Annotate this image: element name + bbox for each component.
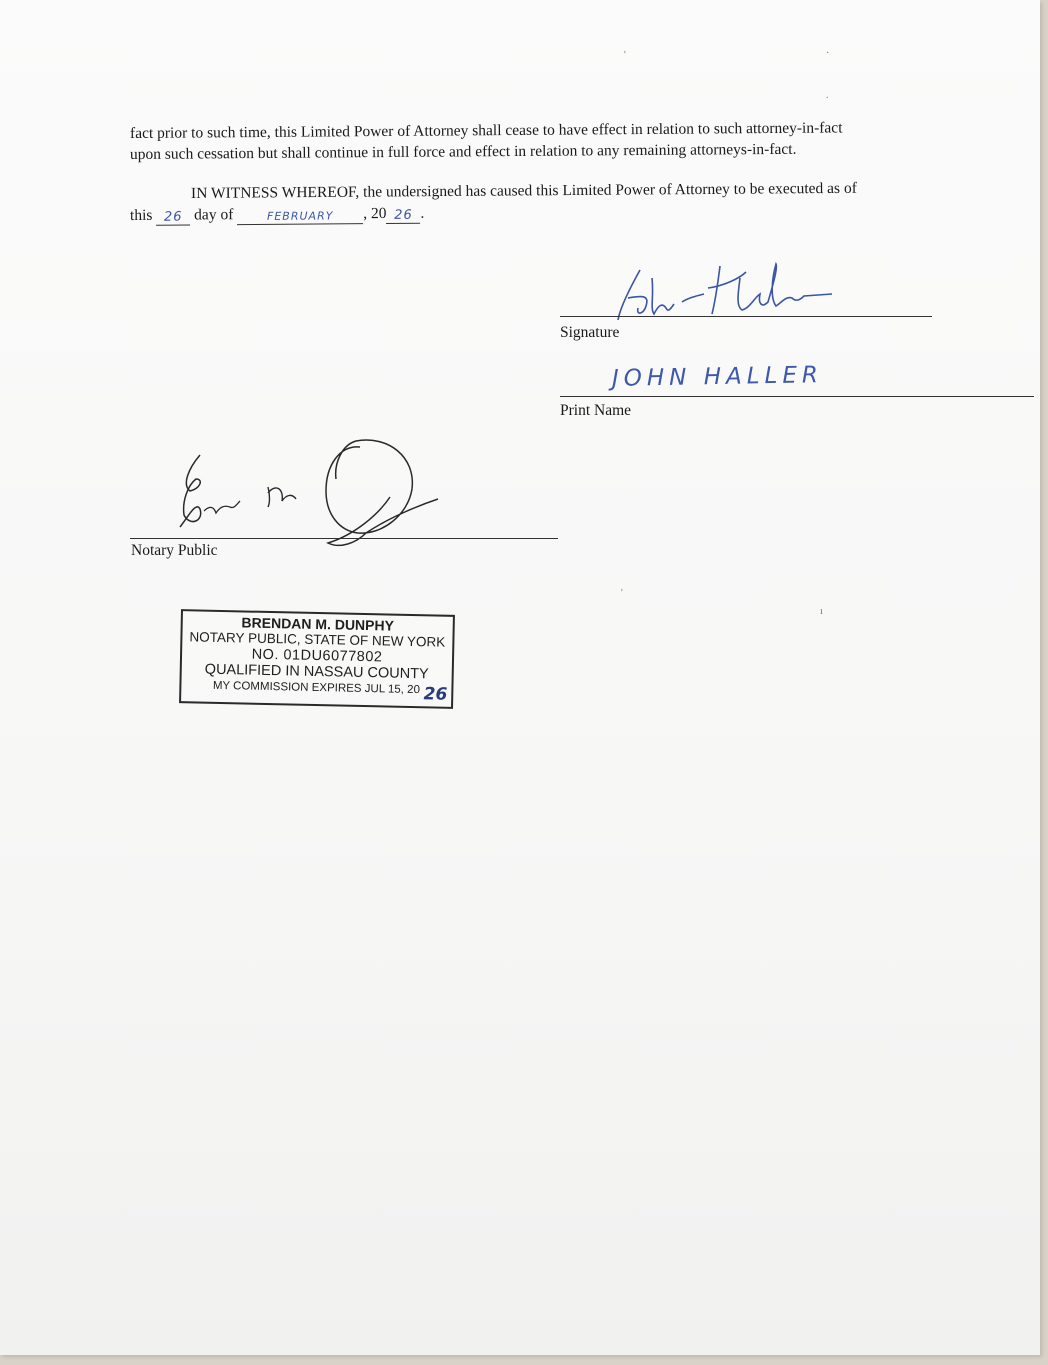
scan-speck: ı [820, 606, 823, 617]
handwritten-year: 26 [394, 207, 413, 223]
stamp-number: NO. 01DU6077802 [251, 646, 383, 666]
paragraph-line-1: fact prior to such time, this Limited Power of Attorney shall cease to have effect in relation to such attorney-in-fact [129, 119, 843, 142]
year-blank[interactable] [386, 205, 420, 224]
paragraph-line-2: upon such cessation but shall continue in full force and effect in relation to any remaining attorneys-in-fact. [129, 140, 797, 163]
witness-period-text: . [420, 204, 425, 222]
witness-clause-line-2 [130, 204, 424, 226]
scan-speck: ' [624, 50, 626, 61]
handwritten-day: 26 [163, 209, 183, 225]
signature-line [560, 316, 932, 317]
witness-clause-line-1: IN WITNESS WHEREOF, the undersigned has caused this Limited Power of Attorney to be executed as of [190, 179, 857, 202]
witness-day-of-text: day of [194, 206, 234, 224]
scan-speck: ' [621, 588, 623, 599]
handwritten-print-name: JOHN HALLER [611, 362, 824, 392]
notary-public-label: Notary Public [131, 542, 218, 559]
stamp-county: QUALIFIED IN NASSAU COUNTY [204, 661, 429, 683]
scan-speck: . [826, 90, 829, 101]
witness-this-text: this [129, 206, 153, 224]
principal-signature [600, 258, 840, 328]
stamp-name: BRENDAN M. DUNPHY [241, 614, 395, 634]
month-blank[interactable] [237, 205, 363, 225]
stamp-expiration: MY COMMISSION EXPIRES JUL 15, 20 [212, 679, 421, 697]
stamp-title: NOTARY PUBLIC, STATE OF NEW YORK [189, 629, 446, 650]
print-name-line [560, 396, 1034, 397]
day-blank[interactable] [156, 207, 190, 226]
print-name-label: Print Name [560, 402, 632, 419]
witness-comma-20-text: , 20 [363, 204, 387, 223]
notary-stamp [179, 609, 455, 709]
signature-label: Signature [560, 324, 620, 341]
handwritten-month: FEBRUARY [266, 209, 334, 223]
notary-line [130, 538, 558, 539]
scan-speck: · [826, 48, 830, 59]
stamp-handwritten-year: 26 [423, 684, 448, 705]
